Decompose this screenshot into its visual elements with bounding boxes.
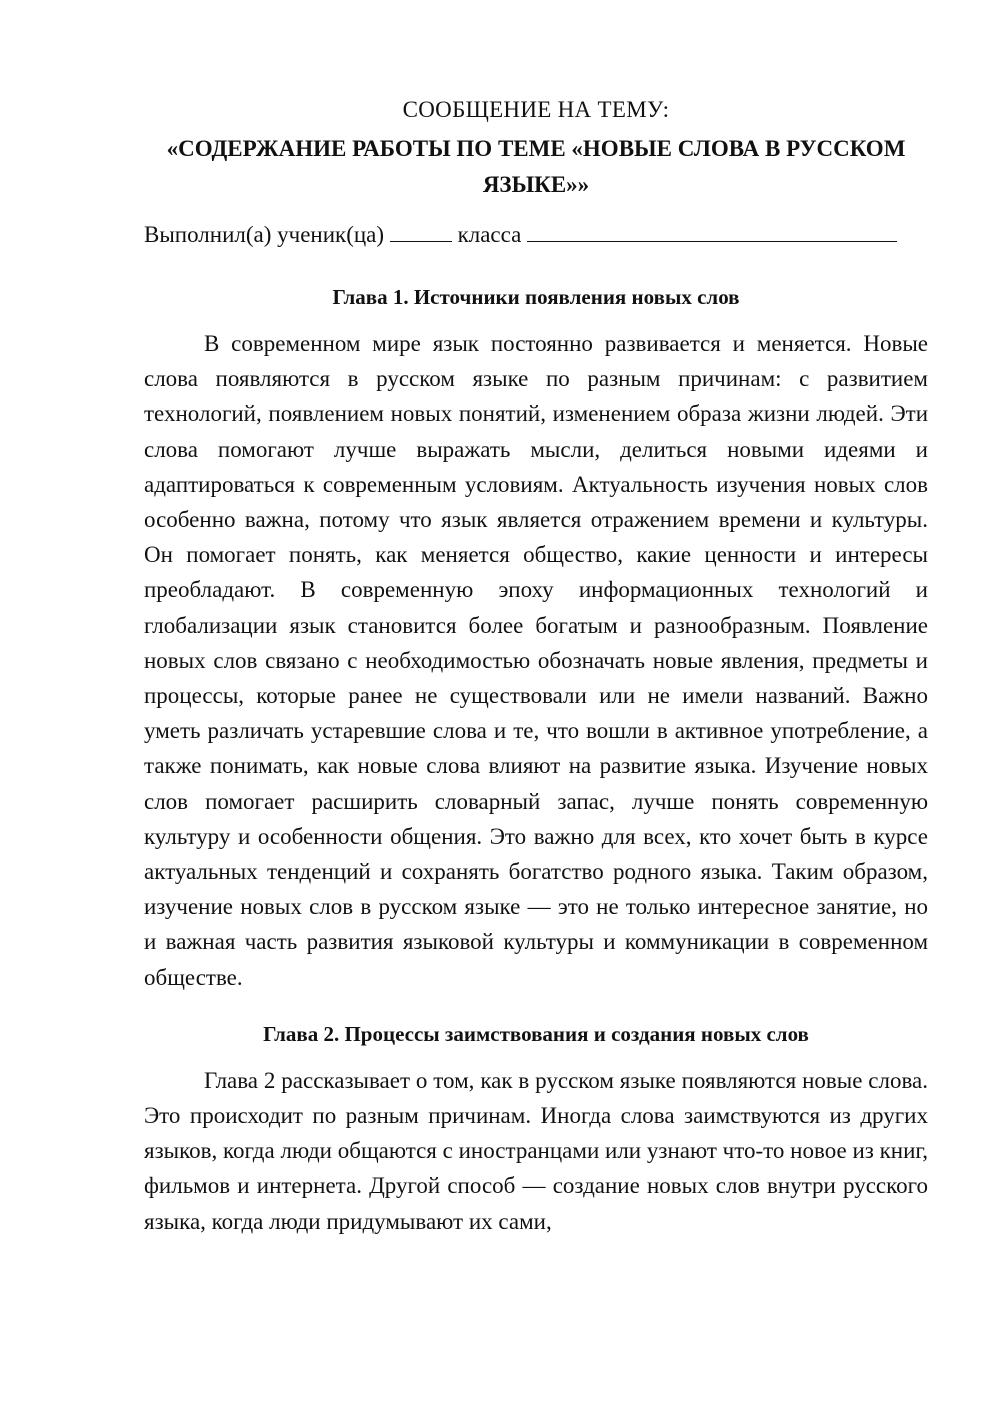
document-kicker: СООБЩЕНИЕ НА ТЕМУ: (402, 97, 670, 122)
author-name-blank (527, 219, 897, 242)
chapter-2-heading: Глава 2. Процессы заимствования и создания новых слов (263, 1021, 809, 1046)
author-prefix: Выполнил(а) ученик(ца) (144, 222, 385, 247)
document-title: «СОДЕРЖАНИЕ РАБОТЫ ПО ТЕМЕ «НОВЫЕ СЛОВА В РУССКОМ ЯЗЫКЕ»» (166, 136, 906, 197)
chapter-1-heading: Глава 1. Источники появления новых слов (332, 285, 740, 309)
class-label: класса (457, 222, 522, 247)
class-number-blank (390, 219, 452, 242)
author-line (144, 217, 928, 252)
chapter-2-paragraph: Глава 2 рассказывает о том, как в русском языке появляются новые слова. Это происходит по разным причинам. Иногда слова заимствуются из других языков, когда люди общаются с иностранцами или узнают что-то новое из книг, фильмов и интернета. Другой способ — создание новых слов внутри русского языка, когда люди придумывают их сами, (144, 1067, 928, 1234)
chapter-1-paragraph: В современном мире язык постоянно развивается и меняется. Новые слова появляются в русском языке по разным причинам: с развитием технологий, появлением новых понятий, изменением образа жизни людей. Эти слова помогают лучше выражать мысли, делиться новыми идеями и адаптироваться к современным условиям. Актуальность изучения новых слов особенно важна, потому что язык является отражением времени и культуры. Он помогает понять, как меняется общество, какие ценности и интересы преобладают. В современную эпоху информационных технологий и глобализации язык становится более богатым и разнообразным. Появление новых слов связано с необходимостью обозначать новые явления, предметы и процессы, которые ранее не существовали или не имели названий. Важно уметь различать устаревшие слова и те, что вошли в активное употребление, а также понимать, как новые слова влияют на развитие языка. Изучение новых слов помогает расширить словарный запас, лучше понять современную культуру и особенности общения. Это важно для всех, кто хочет быть в курсе актуальных тенденций и сохранять богатство родного языка. Таким образом, изучение новых слов в русском языке — это не только интересное занятие, но и важная часть развития языковой культуры и коммуникации в современном обществе. (144, 331, 928, 990)
document-page (144, 92, 928, 1239)
